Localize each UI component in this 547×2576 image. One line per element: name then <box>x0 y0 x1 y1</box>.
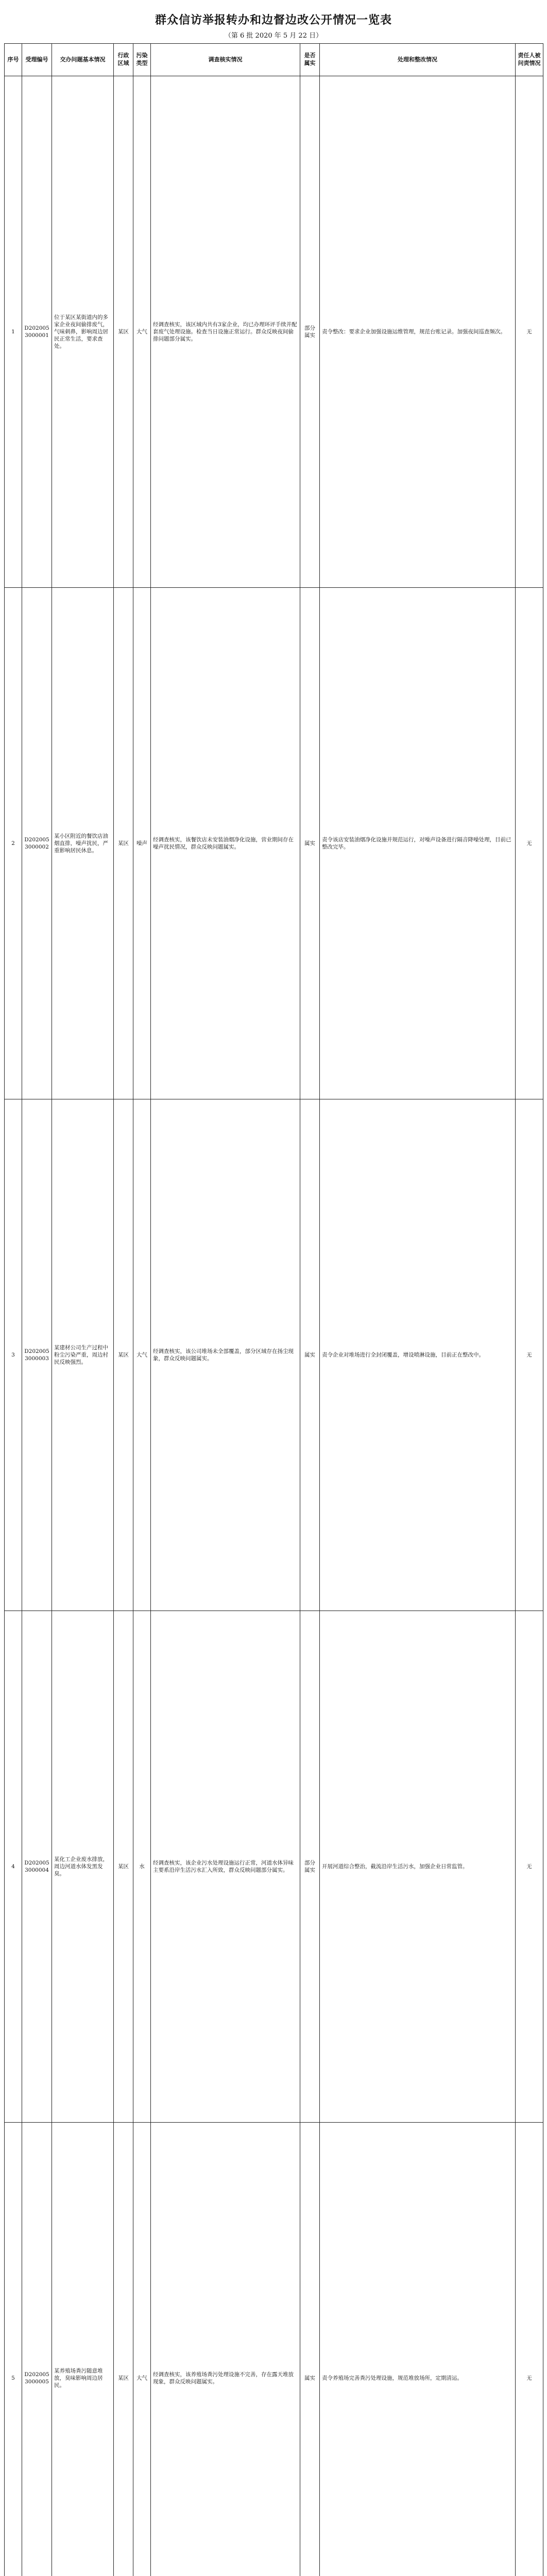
header-type: 污染类型 <box>133 44 151 76</box>
row-type: 大气 <box>133 2123 151 2576</box>
row-verify: 经调查核实，该餐饮店未安装油烟净化设施，营业期间存在噪声扰民情况，群众反映问题属实。 <box>151 588 300 1099</box>
header-issue: 交办问题基本情况 <box>52 44 114 76</box>
row-verify: 经调查核实，该企业污水处理设施运行正常，河道水体异味主要系沿岸生活污水汇入所致，群众反映问题部分属实。 <box>151 1611 300 2123</box>
row-number: 2 <box>5 588 22 1099</box>
row-blame: 无 <box>516 1099 543 1611</box>
row-real: 部分属实 <box>300 76 320 588</box>
row-number: 4 <box>5 1611 22 2123</box>
row-type: 大气 <box>133 1099 151 1611</box>
row-code: D2020053000005 <box>22 2123 52 2576</box>
row-type: 大气 <box>133 76 151 588</box>
table-row <box>5 1611 543 2123</box>
row-code: D2020053000003 <box>22 1099 52 1611</box>
row-blame: 无 <box>516 76 543 588</box>
row-code: D2020053000001 <box>22 76 52 588</box>
row-verify: 经调查核实，该区域内共有3家企业，均已办理环评手续并配套废气处理设施。检查当日设施正常运行。群众反映夜间偷排问题部分属实。 <box>151 76 300 588</box>
row-type: 噪声 <box>133 588 151 1099</box>
header-blame: 责任人被问责情况 <box>516 44 543 76</box>
table-row <box>5 76 543 588</box>
row-real: 属实 <box>300 2123 320 2576</box>
row-verify: 经调查核实，该养殖场粪污处理设施不完善，存在露天堆放现象，群众反映问题属实。 <box>151 2123 300 2576</box>
header-code: 受理编号 <box>22 44 52 76</box>
row-issue: 某建材公司生产过程中粉尘污染严重，周边村民反映强烈。 <box>52 1099 114 1611</box>
header-region: 行政区域 <box>114 44 133 76</box>
row-region: 某区 <box>114 76 133 588</box>
row-blame: 无 <box>516 1611 543 2123</box>
table-row <box>5 2123 543 2576</box>
row-real: 属实 <box>300 588 320 1099</box>
page-title: 群众信访举报转办和边督边改公开情况一览表 <box>155 13 392 27</box>
row-verify: 经调查核实，该公司堆场未全部覆盖，部分区域存在扬尘现象，群众反映问题属实。 <box>151 1099 300 1611</box>
row-region: 某区 <box>114 2123 133 2576</box>
row-blame: 无 <box>516 588 543 1099</box>
row-code: D2020053000004 <box>22 1611 52 2123</box>
table-row <box>5 1099 543 1611</box>
row-issue: 某养殖场粪污随意堆放，臭味影响周边居民。 <box>52 2123 114 2576</box>
row-region: 某区 <box>114 588 133 1099</box>
row-region: 某区 <box>114 1099 133 1611</box>
header-handle: 处理和整改情况 <box>320 44 516 76</box>
row-real: 部分属实 <box>300 1611 320 2123</box>
row-type: 水 <box>133 1611 151 2123</box>
row-number: 5 <box>5 2123 22 2576</box>
header-verify: 调查核实情况 <box>151 44 300 76</box>
row-blame: 无 <box>516 2123 543 2576</box>
row-handle: 责令该店安装油烟净化设施并规范运行，对噪声设备进行隔音降噪处理，目前已整改完毕。 <box>320 588 516 1099</box>
row-issue: 位于某区某街道内的多家企业夜间偷排废气，气味刺鼻，影响周边居民正常生活，要求查处。 <box>52 76 114 588</box>
row-code: D2020053000002 <box>22 588 52 1099</box>
row-number: 3 <box>5 1099 22 1611</box>
row-handle: 开展河道综合整治，截流沿岸生活污水，加强企业日常监管。 <box>320 1611 516 2123</box>
table-header-row <box>5 44 543 76</box>
header-real: 是否属实 <box>300 44 320 76</box>
page-subtitle: （第 6 批 2020 年 5 月 22 日） <box>224 32 323 40</box>
row-issue: 某化工企业废水排放，周边河道水体发黑发臭。 <box>52 1611 114 2123</box>
row-real: 属实 <box>300 1099 320 1611</box>
complaint-table <box>4 43 543 2576</box>
row-handle: 责令养殖场完善粪污处理设施，规范堆放场所，定期清运。 <box>320 2123 516 2576</box>
header-no: 序号 <box>5 44 22 76</box>
row-handle: 责令企业对堆场进行全封闭覆盖，增设喷淋设施，目前正在整改中。 <box>320 1099 516 1611</box>
row-issue: 某小区附近的餐饮店油烟直排，噪声扰民，严重影响居民休息。 <box>52 588 114 1099</box>
table-row <box>5 588 543 1099</box>
row-handle: 责令整改：要求企业加强设施运维管理，规范台账记录。加强夜间巡查频次。 <box>320 76 516 588</box>
row-number: 1 <box>5 76 22 588</box>
row-region: 某区 <box>114 1611 133 2123</box>
